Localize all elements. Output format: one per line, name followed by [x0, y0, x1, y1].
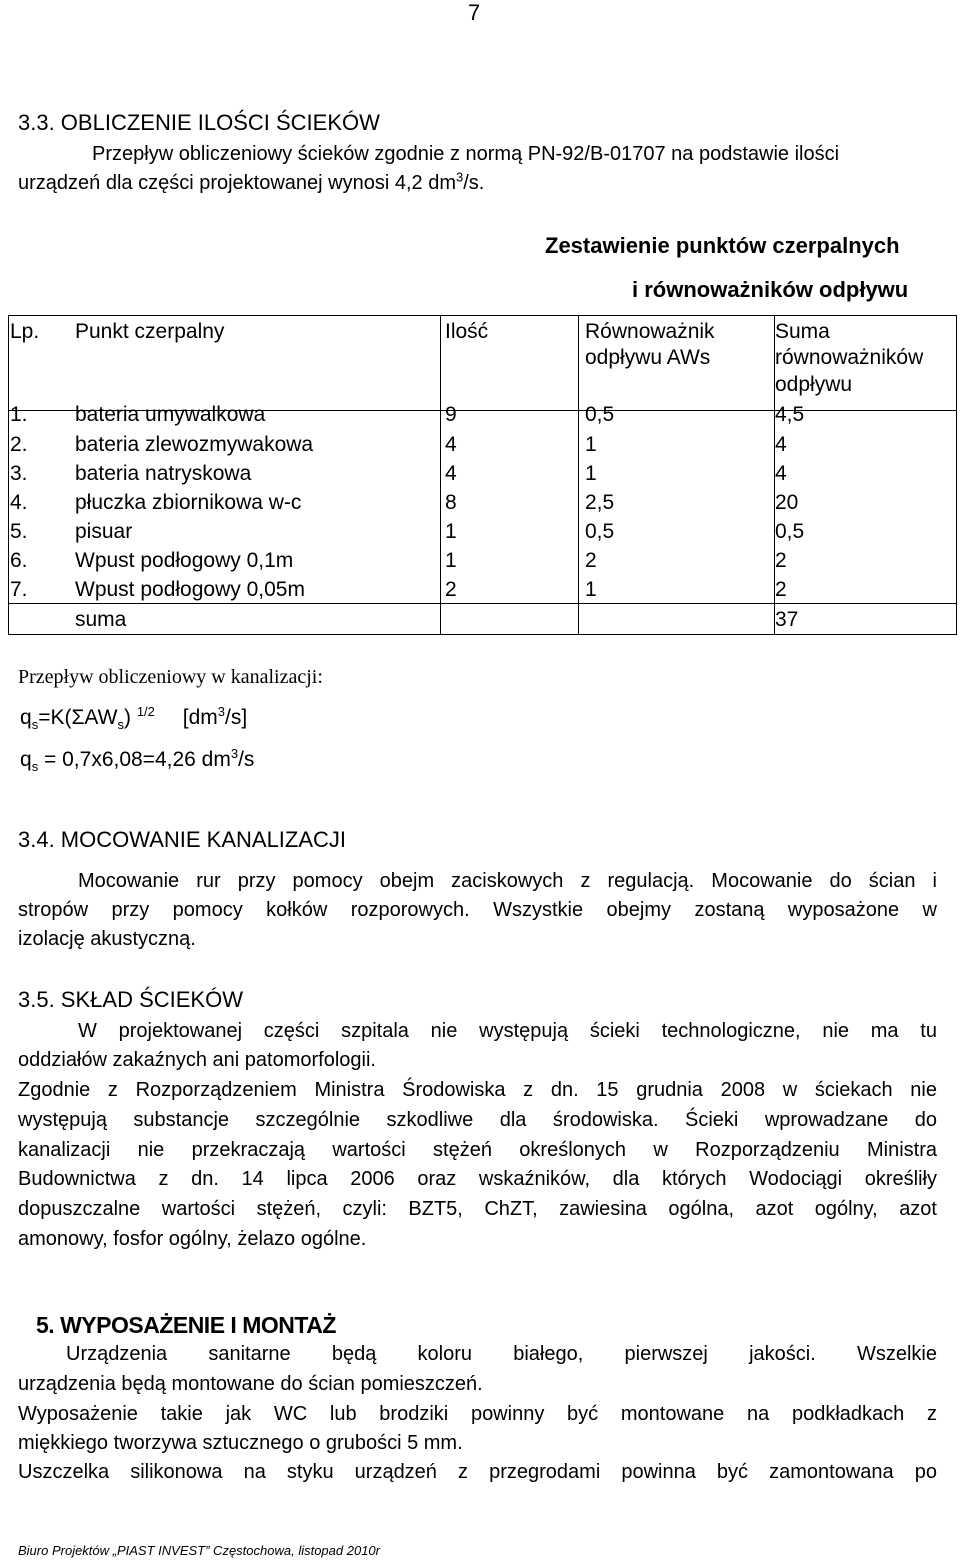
section-5-line-4: miękkiego tworzywa sztucznego o grubości 5 mm.	[18, 1432, 463, 1454]
page-number: 7	[468, 0, 481, 25]
footer: Biuro Projektów „PIAST INVEST” Częstochowa, listopad 2010r	[18, 1543, 380, 1558]
section-5-line-2: urządzenia będą montowane do ścian pomieszczeń.	[18, 1373, 483, 1395]
total-label: suma	[75, 608, 127, 631]
formula-line-2: $q_s = 0,7x6,08=4,26$ $dm^3/s$	[20, 746, 255, 775]
section-5-line-1: Urządzenia sanitarne będą koloru białego, pierwszej jakości. Wszelkie	[66, 1343, 937, 1365]
section-5-line-3: Wyposażenie takie jak WC lub brodziki powinny być montowane na podkładkach z	[18, 1403, 937, 1425]
header-punkt: Punkt czerpalny	[75, 320, 225, 343]
section-3-5-line-5: kanalizacji nie przekraczają wartości stężeń określonych w Rozporządzeniu Ministra	[18, 1139, 937, 1161]
section-3-4-heading: 3.4. MOCOWANIE KANALIZACJI	[18, 827, 347, 852]
section-3-5-line-6: Budownictwa z dn. 14 lipca 2006 oraz wskaźników, dla których Wodociągi określiły	[18, 1168, 937, 1190]
header-suma-1: Suma	[775, 320, 830, 343]
section-3-5-line-1: W projektowanej części szpitala nie występują ścieki technologiczne, nie ma tu	[78, 1020, 937, 1042]
total-value: 37	[775, 608, 799, 631]
section-3-5-line-4: występują substancje szczególnie szkodliwe dla środowiska. Ścieki wprowadzane do	[18, 1109, 937, 1131]
header-lp: Lp.	[10, 320, 40, 343]
section-3-5-line-3: Zgodnie z Rozporządzeniem Ministra Środowiska z dn. 15 grudnia 2008 w ściekach nie	[18, 1079, 937, 1101]
formula-line-1: $q_s=K(\Sigma AW_s)$ $^{1/2}$ $[dm^3/s]$	[20, 704, 248, 733]
header-rownowaznik-2: odpływu AWs	[585, 346, 711, 369]
section-3-5-line-8: amonowy, fosfor ogólny, żelazo ogólne.	[18, 1228, 367, 1250]
section-3-4-line-3: izolację akustyczną.	[18, 928, 196, 950]
section-5-line-5: Uszczelka silikonowa na styku urządzeń z przegrodami powinna być zamontowana po	[18, 1461, 937, 1483]
section-3-3-line-1: Przepływ obliczeniowy ścieków zgodnie z normą PN-92/B-01707 na podstawie ilości	[92, 143, 840, 165]
section-3-4-line-1: Mocowanie rur przy pomocy obejm zaciskowych z regulacją. Mocowanie do ścian i	[78, 870, 937, 892]
header-suma-2: równoważników	[775, 346, 924, 369]
section-3-3-heading: 3.3. OBLICZENIE ILOŚCI ŚCIEKÓW	[18, 110, 380, 135]
section-3-4-line-2: stropów przy pomocy kołków rozporowych. Wszystkie obejmy zostaną wyposażone w	[18, 899, 937, 921]
section-5-heading: 5. WYPOSAŻENIE I MONTAŻ	[36, 1312, 336, 1338]
table-caption-line-2: i równoważników odpływu	[632, 277, 909, 302]
section-3-5-heading: 3.5. SKŁAD ŚCIEKÓW	[18, 987, 243, 1012]
header-rownowaznik-1: Równoważnik	[585, 320, 715, 343]
header-ilosc: Ilość	[445, 320, 489, 343]
fixtures-table: Lp. Punkt czerpalny Ilość Równoważnik odpływu AWs Suma równoważników odpływu 1. bateria umywalkowa 9 0,5 4,5 2. bateria zlewozmywakowa 4 1 4 3. bateria natryskowa 4 1 4 4. płuczka zbiornikowa w-c 8 2,5 20 5. pisuar 1 0,5 0,5 6. Wpust podłogowy 0,1m 1 2 2 7. Wpust podłogowy 0,05m 2 1 2 suma 37	[8, 315, 957, 635]
section-3-5-line-7: dopuszczalne wartości stężeń, czyli: BZT5, ChZT, zawiesina ogólna, azot ogólny, azot	[18, 1198, 937, 1220]
section-3-3-line-2: urządzeń dla części projektowanej wynosi 4,2 $dm^3/s$.	[18, 169, 485, 194]
section-3-5-line-2: oddziałów zakaźnych ani patomorfologii.	[18, 1049, 376, 1071]
table-caption-line-1: Zestawienie punktów czerpalnych	[545, 233, 900, 258]
formula-intro: Przepływ obliczeniowy w kanalizacji:	[18, 666, 323, 688]
header-suma-3: odpływu	[775, 373, 853, 396]
